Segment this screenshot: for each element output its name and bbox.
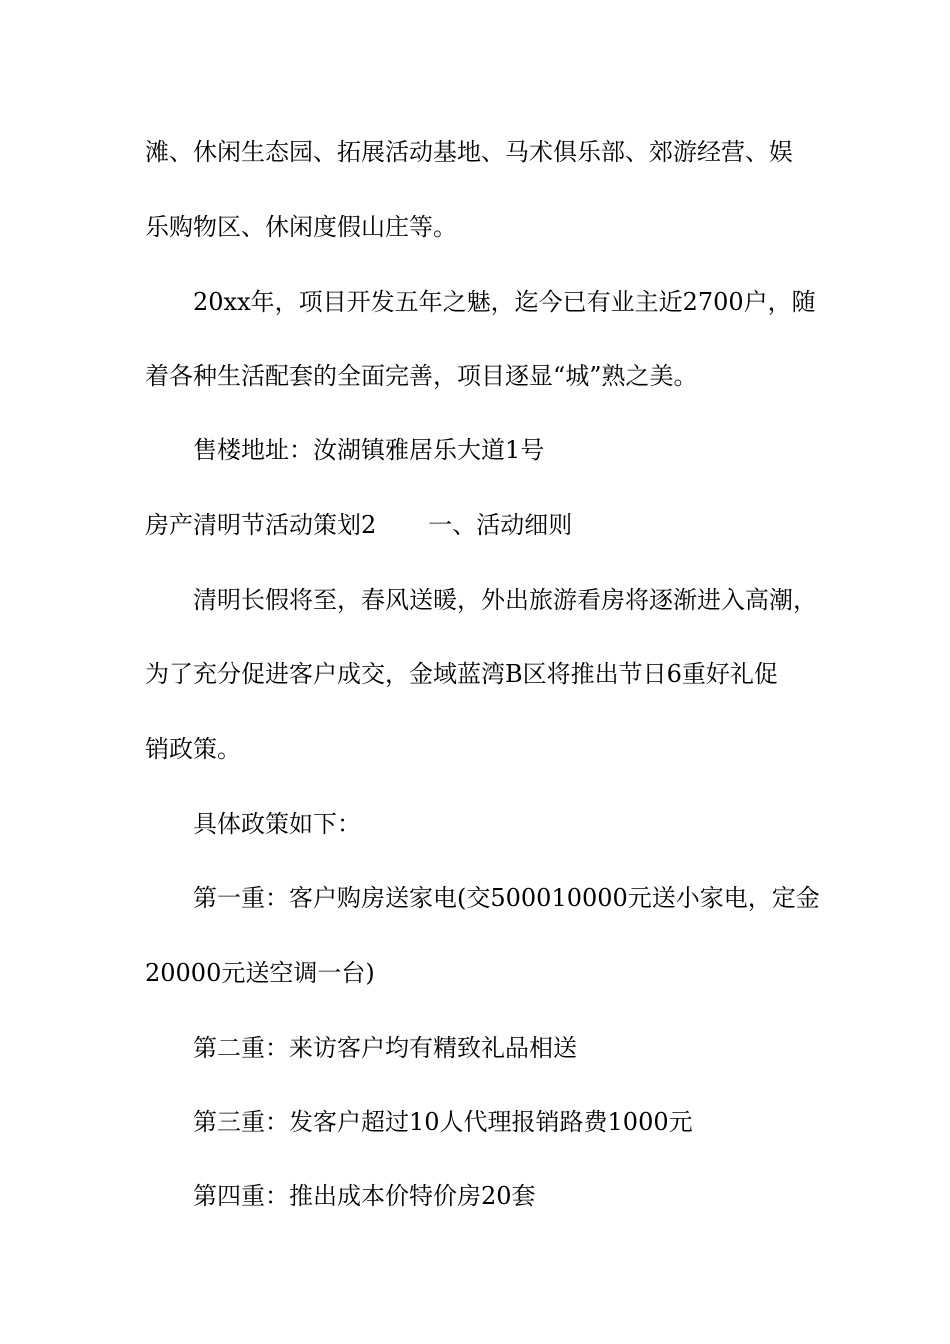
policy-item: 第四重：推出成本价特价房20套	[193, 1182, 536, 1210]
paragraph-line: 具体政策如下：	[193, 810, 361, 838]
paragraph-line: 滩、休闲生态园、拓展活动基地、马术俱乐部、郊游经营、娱	[145, 138, 793, 166]
policy-item-continued: 20000元送空调一台)	[145, 959, 375, 987]
paragraph-line: 销政策。	[145, 735, 241, 763]
paragraph-line: 为了充分促进客户成交，金域蓝湾B区将推出节日6重好礼促	[145, 660, 778, 688]
subsection-title: 一、活动细则	[428, 511, 573, 539]
paragraph-line: 清明长假将至，春风送暖，外出旅游看房将逐渐进入高潮，	[193, 586, 817, 614]
policy-item: 第二重：来访客户均有精致礼品相送	[193, 1034, 577, 1062]
paragraph-line: 20xx年，项目开发五年之魅，迄今已有业主近2700户，随	[193, 288, 816, 316]
section-heading-line	[145, 510, 572, 540]
address-line: 售楼地址：汝湖镇雅居乐大道1号	[193, 436, 545, 464]
paragraph-line: 着各种生活配套的全面完善，项目逐显“城”熟之美。	[145, 362, 698, 390]
policy-item: 第一重：客户购房送家电(交500010000元送小家电，定金	[193, 884, 820, 912]
paragraph-line: 乐购物区、休闲度假山庄等。	[145, 213, 457, 241]
section-title: 房产清明节活动策划2	[145, 511, 377, 539]
policy-item: 第三重：发客户超过10人代理报销路费1000元	[193, 1108, 693, 1136]
